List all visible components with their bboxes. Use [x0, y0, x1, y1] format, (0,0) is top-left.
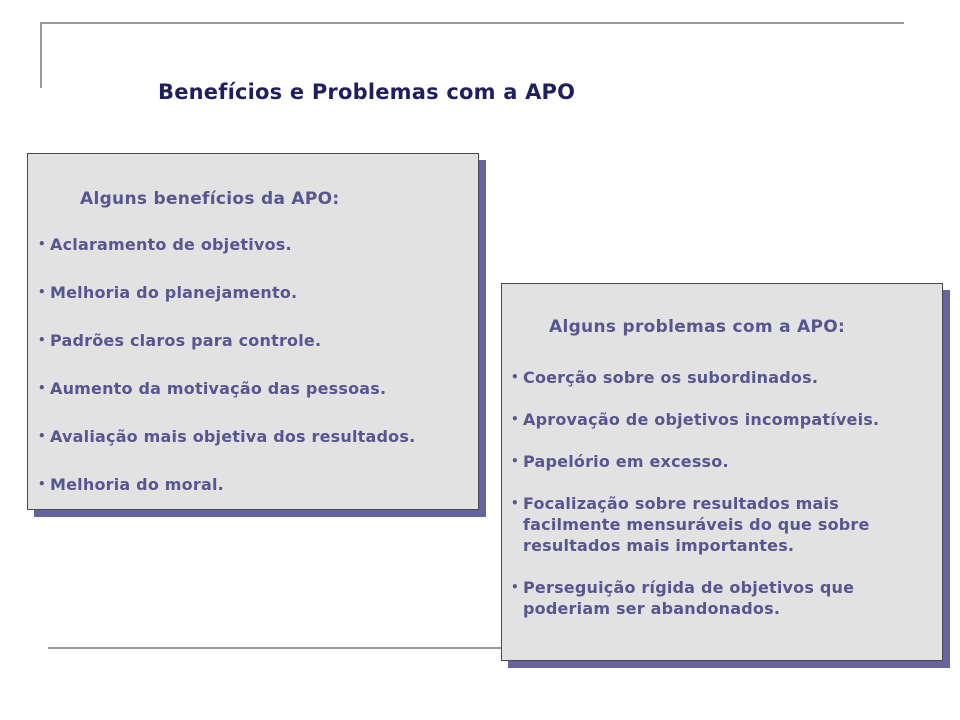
list-item-text: Melhoria do planejamento.: [50, 283, 298, 302]
list-item-text: Melhoria do moral.: [50, 475, 224, 494]
list-item: [38, 282, 415, 303]
bullet-icon: •: [511, 580, 519, 594]
bullet-icon: •: [38, 429, 46, 443]
left-rule: [40, 22, 42, 88]
list-item-text: Focalização sobre resultados mais facilmente mensuráveis do que sobre resultados mais importantes.: [523, 494, 870, 555]
problemas-list: [511, 367, 879, 640]
list-item-text: Aumento da motivação das pessoas.: [50, 379, 387, 398]
bullet-icon: •: [38, 237, 46, 251]
list-item: [38, 474, 415, 495]
bullet-icon: •: [511, 412, 519, 426]
bullet-icon: •: [38, 477, 46, 491]
list-item: [38, 426, 415, 447]
problemas-box: [501, 283, 943, 661]
list-item-text: Padrões claros para controle.: [50, 331, 322, 350]
beneficios-heading: Alguns benefícios da APO:: [80, 189, 340, 209]
list-item: [511, 577, 879, 619]
bullet-icon: •: [511, 454, 519, 468]
problemas-heading: Alguns problemas com a APO:: [549, 317, 846, 337]
list-item-text: Papelório em excesso.: [523, 452, 729, 471]
beneficios-box: [27, 153, 479, 510]
bullet-icon: •: [38, 285, 46, 299]
list-item-text: Aprovação de objetivos incompatíveis.: [523, 410, 880, 429]
bullet-icon: •: [511, 370, 519, 384]
list-item-text: Perseguição rígida de objetivos que poderiam ser abandonados.: [523, 578, 855, 618]
list-item: [38, 234, 415, 255]
top-rule: [40, 22, 904, 24]
list-item: [511, 409, 879, 430]
list-item-text: Avaliação mais objetiva dos resultados.: [50, 427, 416, 446]
list-item: [511, 367, 879, 388]
bullet-icon: •: [511, 496, 519, 510]
beneficios-list: [38, 234, 415, 522]
list-item: [38, 378, 415, 399]
bullet-icon: •: [38, 333, 46, 347]
slide-title: Benefícios e Problemas com a APO: [158, 80, 576, 104]
list-item: [511, 451, 879, 472]
list-item-text: Coerção sobre os subordinados.: [523, 368, 819, 387]
bullet-icon: •: [38, 381, 46, 395]
list-item: [38, 330, 415, 351]
list-item: [511, 493, 879, 556]
list-item-text: Aclaramento de objetivos.: [50, 235, 292, 254]
